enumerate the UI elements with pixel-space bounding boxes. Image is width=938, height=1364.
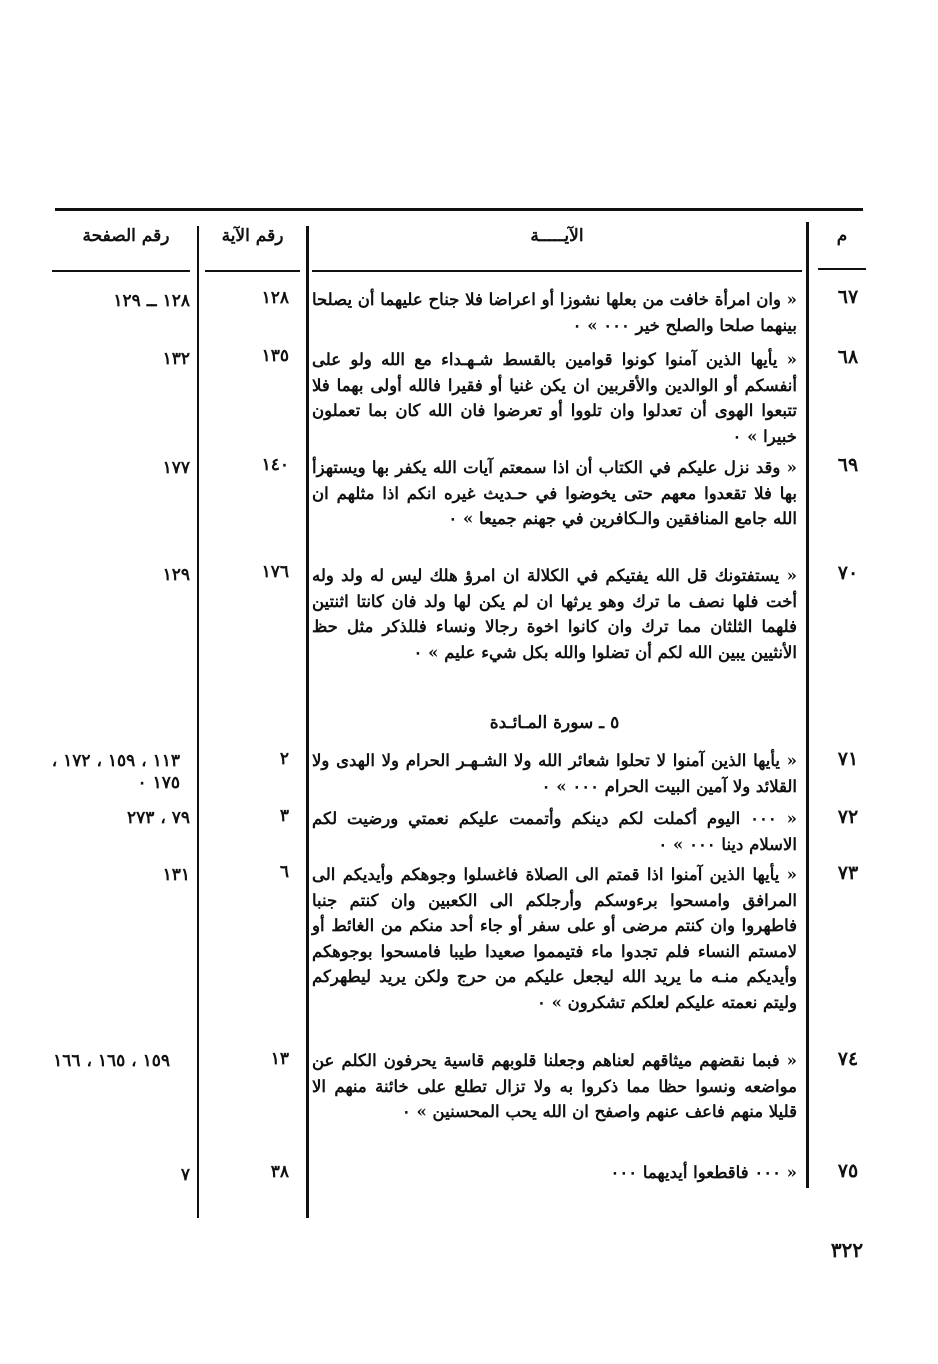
header-underline-page bbox=[52, 270, 190, 272]
row-index: ٧٢ bbox=[837, 806, 859, 828]
row-index: ٧٥ bbox=[837, 1160, 859, 1182]
header-page-number: رقم الصفحة bbox=[82, 226, 170, 246]
column-divider-1 bbox=[197, 226, 199, 1218]
header-ayah-number: رقم الآية bbox=[221, 226, 284, 246]
row-index: ٧٣ bbox=[837, 862, 859, 884]
row-index: ٦٧ bbox=[837, 286, 859, 308]
ayah-text: « يأيها الذين آمنوا اذا قمتم الى الصلاة فاغسلوا وجوهكم وأيديكم الى المرافق وامسحوا برءوسكم وأرجلكم الى الكعبين وان كنتم جنبا فاطهروا وان كنتم مرضى أو على سفر أو جاء أحد منكم من الغائط أو لامستم النساء فلم تجدوا ماء فتيمموا صعيدا طيبا فامسحوا بوجوهكم وأيديكم منـه ما يريد الله ليجعل عليكم من حرج ولكن يريد ليطهركم وليتم نعمته عليكم لعلكم تشكرون » ٠ bbox=[312, 865, 797, 1012]
page-number: ١٧٧ bbox=[162, 458, 190, 478]
ayah-number: ١٣٥ bbox=[261, 346, 289, 366]
ayah-number: ٢ bbox=[279, 749, 289, 769]
row-index: ٧٠ bbox=[837, 562, 859, 584]
row-index: ٦٨ bbox=[837, 346, 859, 368]
page-number: ١٣١ bbox=[162, 865, 190, 885]
page-number: ١٢٩ bbox=[162, 565, 190, 585]
ayah-text: « يأيها الذين آمنوا لا تحلوا شعائر الله ولا الشـهـر الحرام ولا الهدى ولا القلائد ولا آمين البيت الحرام ٠٠٠ » ٠ bbox=[312, 751, 797, 796]
page-number: ١١٣ ، ١٥٩ ، ١٧٢ ، ١٧٥ ٠ bbox=[51, 751, 180, 793]
column-divider-3 bbox=[806, 222, 809, 1188]
column-divider-2 bbox=[306, 226, 309, 1218]
ayah-text: « فبما نقضهم ميثاقهم لعناهم وجعلنا قلوبهم قاسية يحرفون الكلم عن مواضعه ونسوا حظا مما ذكروا به ولا تزال تطلع على خائنة منهم الا قليلا منهم فاعف عنهم واصفح ان الله يحب المحسنين » ٠ bbox=[312, 1051, 797, 1121]
row-index: ٦٩ bbox=[837, 454, 859, 476]
row-index: ٧٤ bbox=[837, 1048, 859, 1070]
ayah-text: « ٠٠٠ فاقطعوا أيديهما ٠٠٠ bbox=[610, 1163, 797, 1182]
ayah-number: ١٣ bbox=[270, 1049, 289, 1069]
header-ayah: الآيـــــة bbox=[530, 226, 584, 246]
page-number: ٧ bbox=[180, 1165, 190, 1185]
ayah-text: « وان امرأة خافت من بعلها نشوزا أو اعراضا فلا جناح عليهما أن يصلحا بينهما صلحا والصلح خير ٠٠٠ » ٠ bbox=[312, 290, 797, 335]
ayah-text: « ٠٠٠ اليوم أكملت لكم دينكم وأتممت عليكم نعمتي ورضيت لكم الاسلام دينا ٠٠٠ » ٠ bbox=[312, 809, 797, 854]
ayah-number: ١٧٦ bbox=[261, 562, 289, 582]
page-number: ١٣٢ bbox=[162, 349, 190, 369]
header-index: م bbox=[836, 226, 848, 246]
ayah-number: ٣ bbox=[279, 806, 289, 826]
ayah-text: « يستفتونك قل الله يفتيكم في الكلالة ان امرؤ هلك ليس له ولد وله أخت فلها نصف ما ترك وهو يرثها ان لم يكن لها ولد فان كانتا اثنتين فلهما الثلثان مما ترك وان كانوا اخوة رجالا ونساء فللذكر مثل حظ الأنثيين يبين الله لكم أن تضلوا والله بكل شيء عليم » ٠ bbox=[312, 566, 797, 662]
page-number: ١٥٩ ، ١٦٥ ، ١٦٦ bbox=[53, 1051, 170, 1071]
ayah-text: « يأيها الذين آمنوا كونوا قوامين بالقسط شـهـداء مع الله ولو على أنفسكم أو الوالدين والأقربين ان يكن غنيا أو فقيرا فالله أولى بهما فلا تتبعوا الهوى أن تعدلوا وان تلووا أو تعرضوا فان الله كان بما تعملون خبيرا » ٠ bbox=[312, 350, 797, 446]
row-index: ٧١ bbox=[837, 748, 859, 770]
page-number: ٧٩ ، ٢٧٣ bbox=[127, 808, 190, 828]
ayah-number: ١٢٨ bbox=[261, 288, 289, 308]
surah-heading: ٥ ـ سورة المـائـدة bbox=[489, 713, 620, 733]
header-underline-index bbox=[818, 268, 866, 270]
ayah-number: ٦ bbox=[279, 862, 289, 882]
page-footer-number: ٣٢٢ bbox=[830, 1238, 864, 1262]
header-underline-ayah bbox=[312, 270, 802, 272]
table-top-rule bbox=[55, 208, 863, 211]
page-number: ١٢٨ ــ ١٢٩ bbox=[113, 291, 190, 311]
ayah-text: « وقد نزل عليكم في الكتاب أن اذا سمعتم آيات الله يكفر بها ويستهزأ بها فلا تقعدوا معهم حتى يخوضوا في حـديث غيره انكم اذا مثلهم ان الله جامع المنافقين والـكافرين في جهنم جميعا » ٠ bbox=[312, 458, 797, 528]
ayah-number: ١٤٠ bbox=[261, 455, 289, 475]
header-underline-ayahnum bbox=[205, 270, 300, 272]
ayah-number: ٣٨ bbox=[270, 1162, 289, 1182]
